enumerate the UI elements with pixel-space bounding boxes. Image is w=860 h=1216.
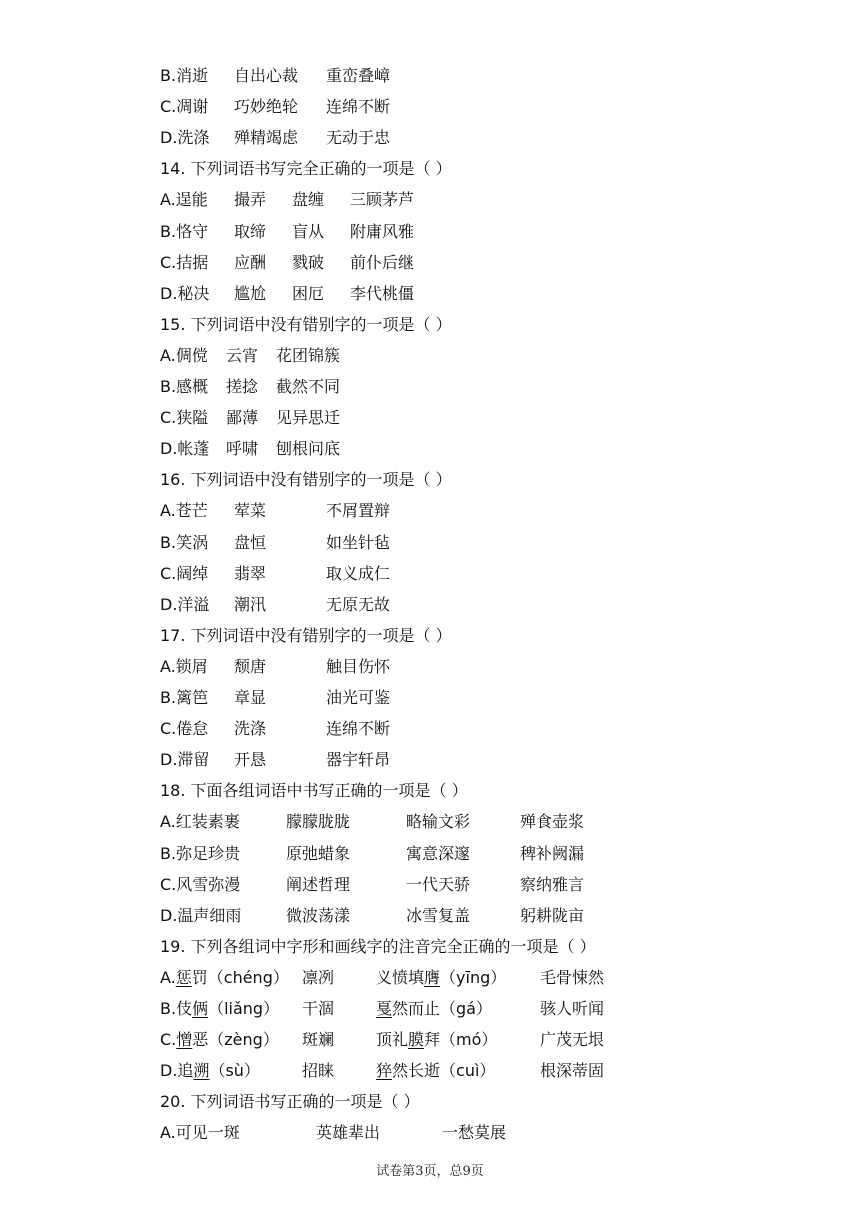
option-term: 应酬 bbox=[234, 252, 267, 272]
option-term: 前仆后继 bbox=[350, 252, 415, 272]
option-term: 三顾茅芦 bbox=[350, 190, 415, 210]
option-term: A.倜傥 bbox=[160, 345, 208, 365]
option-term: D.秘决 bbox=[160, 283, 210, 303]
option-term: 骇人听闻 bbox=[540, 999, 605, 1018]
option-term: 如坐针毡 bbox=[326, 532, 391, 552]
option-term: 原弛蜡象 bbox=[286, 843, 351, 863]
option-term: 翡翠 bbox=[234, 563, 267, 583]
underlined-character: 溯 bbox=[193, 1061, 210, 1081]
option-term: B.笑涡 bbox=[160, 532, 209, 552]
option-term: 略输文彩 bbox=[406, 812, 471, 832]
option-term: 附庸风雅 bbox=[350, 221, 415, 241]
option-term: 不屑置辩 bbox=[326, 501, 391, 521]
option-term: A.锁屑 bbox=[160, 656, 208, 676]
option-term: 取缔 bbox=[234, 221, 267, 241]
option-term: D.滞留 bbox=[160, 750, 210, 770]
option-term: B.弥足珍贵 bbox=[160, 843, 241, 863]
option-term: 油光可鉴 bbox=[326, 688, 391, 707]
underlined-character: 膜 bbox=[408, 1030, 425, 1050]
option-term: 冰雪复盖 bbox=[406, 905, 471, 925]
option-term: 器宇轩昂 bbox=[326, 750, 391, 770]
underlined-character: 俩 bbox=[192, 999, 209, 1018]
option-term: 阐述哲理 bbox=[286, 874, 351, 894]
option-term: 困厄 bbox=[292, 283, 325, 303]
option-term: A.可见一斑 bbox=[160, 1123, 240, 1143]
option-term: C.拮据 bbox=[160, 252, 209, 272]
option-term: 洗涤 bbox=[234, 719, 267, 739]
option-term: 英雄辈出 bbox=[316, 1123, 381, 1143]
option-term: 尴尬 bbox=[234, 283, 267, 303]
option-term: 鄙薄 bbox=[226, 408, 259, 428]
option-term: 戮破 bbox=[292, 252, 325, 272]
option-term: 一愁莫展 bbox=[442, 1123, 507, 1143]
option-term: 截然不同 bbox=[276, 377, 341, 396]
option-term: C.阔绰 bbox=[160, 563, 209, 583]
option-term: D.帐蓬 bbox=[160, 439, 210, 459]
option-term: 无动于忠 bbox=[326, 128, 391, 148]
option-term: D.洋溢 bbox=[160, 594, 210, 614]
option-term: 连绵不断 bbox=[326, 719, 391, 739]
option-term: 毛骨悚然 bbox=[540, 967, 605, 987]
option-term: 云宵 bbox=[226, 345, 259, 365]
option-term: 盘缠 bbox=[292, 190, 325, 210]
option-term: 盲从 bbox=[292, 221, 325, 241]
option-term: C.憎恶（zèng） bbox=[160, 1030, 279, 1050]
option-term: 荤菜 bbox=[234, 501, 267, 521]
option-term: 呼啸 bbox=[226, 439, 259, 459]
option-term: 寓意深邃 bbox=[406, 843, 471, 863]
option-term: C.风雪弥漫 bbox=[160, 874, 241, 894]
option-term: 稗补阙漏 bbox=[520, 843, 585, 863]
option-term: 见异思迁 bbox=[276, 408, 341, 428]
option-term: B.感概 bbox=[160, 377, 209, 396]
option-term: 朦朦胧胧 bbox=[286, 812, 351, 832]
option-term: D.追溯（sù） bbox=[160, 1061, 260, 1081]
option-term: 巧妙绝轮 bbox=[234, 97, 299, 117]
option-term: 察纳雅言 bbox=[520, 874, 585, 894]
option-term: 殚食壶浆 bbox=[520, 812, 585, 832]
option-term: 章显 bbox=[234, 688, 267, 707]
option-term: 无原无故 bbox=[326, 594, 391, 614]
option-term: 李代桃僵 bbox=[350, 283, 415, 303]
option-term: C.凋谢 bbox=[160, 97, 209, 117]
question-text: 15. 下列词语中没有错别字的一项是（ ） bbox=[160, 314, 452, 334]
option-term: 取义成仁 bbox=[326, 563, 391, 583]
underlined-character: 猝 bbox=[376, 1061, 393, 1081]
option-term: 猝然长逝（cuì） bbox=[376, 1061, 496, 1081]
question-text: 18. 下面各组词语中书写正确的一项是（ ） bbox=[160, 781, 468, 801]
option-term: C.倦怠 bbox=[160, 719, 209, 739]
option-term: 重峦叠嶂 bbox=[326, 66, 391, 85]
option-term: 开恳 bbox=[234, 750, 267, 770]
option-term: B.篱笆 bbox=[160, 688, 209, 707]
underlined-character: 戛 bbox=[376, 999, 393, 1018]
option-term: 撮弄 bbox=[234, 190, 267, 210]
option-term: D.温声细雨 bbox=[160, 905, 242, 925]
option-term: A.苍芒 bbox=[160, 501, 208, 521]
option-term: 触目伤怀 bbox=[326, 656, 391, 676]
option-term: 殚精竭虑 bbox=[234, 128, 299, 148]
option-term: 根深蒂固 bbox=[540, 1061, 605, 1081]
option-term: 戛然而止（gá） bbox=[376, 999, 492, 1018]
option-term: B.伎俩（liǎng） bbox=[160, 999, 280, 1018]
question-text: 16. 下列词语中没有错别字的一项是（ ） bbox=[160, 470, 452, 490]
underlined-character: 憎 bbox=[176, 1030, 193, 1050]
option-term: 自出心裁 bbox=[234, 66, 299, 85]
option-term: B.消逝 bbox=[160, 66, 209, 85]
option-term: 义愤填膺（yīng） bbox=[376, 967, 507, 987]
option-term: 刨根问底 bbox=[276, 439, 341, 459]
option-term: 连绵不断 bbox=[326, 97, 391, 117]
option-term: 花团锦簇 bbox=[276, 345, 341, 365]
question-text: 17. 下列词语中没有错别字的一项是（ ） bbox=[160, 625, 452, 645]
option-term: A.红装素裹 bbox=[160, 812, 240, 832]
option-term: 顶礼膜拜（mó） bbox=[376, 1030, 498, 1050]
option-term: 颓唐 bbox=[234, 656, 267, 676]
option-term: A.惩罚（chéng） bbox=[160, 967, 289, 987]
option-term: D.洗涤 bbox=[160, 128, 210, 148]
option-term: 躬耕陇亩 bbox=[520, 905, 585, 925]
option-term: 广茂无垠 bbox=[540, 1030, 605, 1050]
underlined-character: 膺 bbox=[424, 967, 441, 987]
option-term: 盘恒 bbox=[234, 532, 267, 552]
option-term: 搓捻 bbox=[226, 377, 259, 396]
option-term: 凛冽 bbox=[302, 967, 335, 987]
option-term: 斑斓 bbox=[302, 1030, 335, 1050]
option-term: B.恪守 bbox=[160, 221, 209, 241]
option-term: 微波荡漾 bbox=[286, 905, 351, 925]
option-term: 一代天骄 bbox=[406, 874, 471, 894]
option-term: A.逞能 bbox=[160, 190, 208, 210]
option-term: 潮汛 bbox=[234, 594, 267, 614]
underlined-character: 惩 bbox=[175, 967, 192, 987]
question-text: 19. 下列各组词中字形和画线字的注音完全正确的一项是（ ） bbox=[160, 936, 596, 956]
option-term: 招睐 bbox=[302, 1061, 335, 1081]
option-term: 干涸 bbox=[302, 999, 335, 1018]
option-term: C.狭隘 bbox=[160, 408, 209, 428]
page-footer: 试卷第3页，总9页 bbox=[376, 1164, 484, 1179]
question-text: 14. 下列词语书写完全正确的一项是（ ） bbox=[160, 159, 452, 179]
question-text: 20. 下列词语书写正确的一项是（ ） bbox=[160, 1092, 420, 1112]
